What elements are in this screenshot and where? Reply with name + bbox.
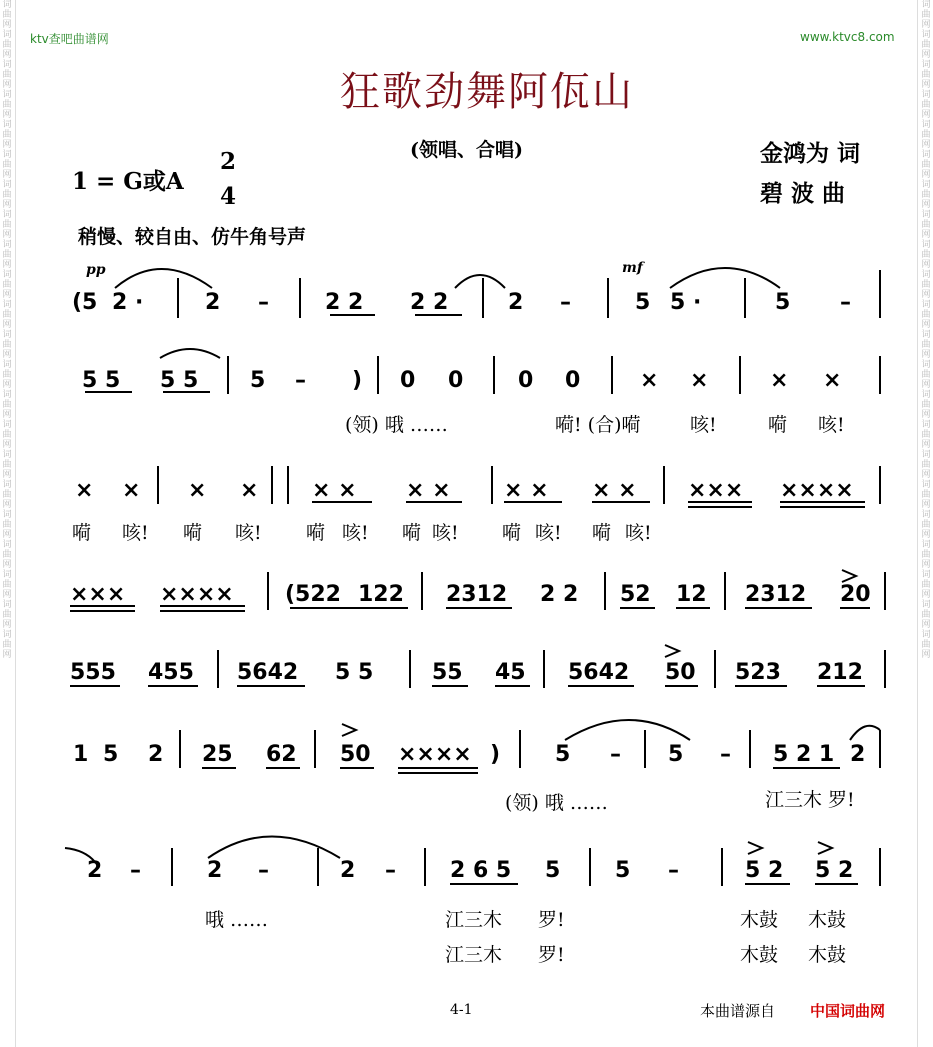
note: 5642: [568, 660, 630, 685]
note: 5: [103, 742, 119, 767]
rest: 0: [400, 368, 416, 393]
note: 5 2: [815, 858, 854, 883]
time-sig-bottom: 4: [220, 183, 237, 210]
lyric: 嗬: [183, 522, 203, 544]
dash: –: [295, 368, 306, 393]
note: 5: [615, 858, 631, 883]
key-signature: 1 = G或A: [72, 168, 184, 195]
note: 5: [668, 742, 684, 767]
source-link[interactable]: 中国词曲网: [810, 1002, 886, 1020]
note: 5: [545, 858, 561, 883]
note: 2: [205, 290, 221, 315]
source-label: 本曲谱源自: [700, 1002, 776, 1020]
beat: ×: [823, 368, 842, 393]
beat: ××××: [398, 742, 472, 767]
note: 2 2: [540, 582, 579, 607]
rest: 0: [565, 368, 581, 393]
note: 5 5: [82, 368, 121, 393]
lyric: 木鼓: [740, 944, 779, 966]
dash: –: [840, 290, 851, 315]
beat: × ×: [592, 478, 637, 503]
beat: ×: [640, 368, 659, 393]
beat: ××××: [780, 478, 854, 503]
performance-note: (领唱、合唱): [410, 139, 523, 161]
lyric: 江三木: [445, 909, 503, 931]
beat: ×: [240, 478, 259, 503]
dash: –: [130, 858, 141, 883]
note: 45: [495, 660, 526, 685]
left-watermark: 词曲网词曲网词曲网词曲网词曲网词曲网词曲网词曲网词曲网词曲网词曲网词曲网词曲网词曲网词曲网词曲网词曲网词曲网词曲网词曲网词曲网词曲网: [2, 0, 12, 660]
note: 212: [817, 660, 863, 685]
composer: 碧 波 曲: [760, 180, 846, 207]
note: 5: [250, 368, 266, 393]
lyric: 江三木 罗!: [765, 789, 855, 811]
note: 2: [850, 742, 866, 767]
lyric: 嗬: [502, 522, 522, 544]
note: 50: [665, 660, 696, 685]
note: 2 6 5: [450, 858, 512, 883]
paren: ): [490, 742, 501, 767]
dynamic-mf: mf: [622, 260, 643, 276]
note: 2: [340, 858, 356, 883]
note: 2 ·: [112, 290, 144, 315]
note: 1: [73, 742, 89, 767]
lyric: 江三木: [445, 944, 503, 966]
note: 5 ·: [670, 290, 702, 315]
lyric: 木鼓: [808, 909, 847, 931]
beat: ×: [75, 478, 94, 503]
beat: × ×: [312, 478, 357, 503]
lyric: 哦 ……: [205, 909, 269, 931]
lyric: (领) 哦 ……: [505, 792, 608, 814]
note: 55: [432, 660, 463, 685]
note: 5: [635, 290, 651, 315]
note: 5642: [237, 660, 299, 685]
lyric: 木鼓: [740, 909, 779, 931]
page-number: 4-1: [450, 1002, 473, 1018]
lyric: 咳!: [235, 522, 262, 544]
dash: –: [720, 742, 731, 767]
note: 2 2: [325, 290, 364, 315]
note: 2: [148, 742, 164, 767]
beat: ×××: [688, 478, 744, 503]
time-sig-top: 2: [220, 148, 237, 175]
lyric: 咳!: [342, 522, 369, 544]
note: 455: [148, 660, 194, 685]
rest: 0: [518, 368, 534, 393]
lyric: 嗬: [592, 522, 612, 544]
note: 25: [202, 742, 233, 767]
note: 2: [87, 858, 103, 883]
lyric: 木鼓: [808, 944, 847, 966]
lyric: 罗!: [538, 944, 565, 966]
note: 122: [358, 582, 404, 607]
lyric: 嗬: [306, 522, 326, 544]
beat: ×××: [70, 582, 126, 607]
lyric: 咳!: [625, 522, 652, 544]
rest: 0: [448, 368, 464, 393]
dash: –: [560, 290, 571, 315]
lyric: 嗬: [72, 522, 92, 544]
lyric: 嗬: [768, 414, 788, 436]
dash: –: [668, 858, 679, 883]
site-name-left[interactable]: ktv查吧曲谱网: [30, 32, 109, 46]
note: 2: [508, 290, 524, 315]
lyric: 咳!: [690, 414, 717, 436]
note: 5 5: [335, 660, 374, 685]
note: 555: [70, 660, 116, 685]
beat: ×: [690, 368, 709, 393]
beat: ×: [122, 478, 141, 503]
dash: –: [258, 290, 269, 315]
lyric: 咳!: [535, 522, 562, 544]
lyric: 咳!: [122, 522, 149, 544]
note: 20: [840, 582, 871, 607]
lyric: (领) 哦 ……: [345, 414, 448, 436]
beat: × ×: [504, 478, 549, 503]
note: 2312: [446, 582, 508, 607]
note: 52: [620, 582, 651, 607]
right-watermark: 词曲网词曲网词曲网词曲网词曲网词曲网词曲网词曲网词曲网词曲网词曲网词曲网词曲网词曲网词曲网词曲网词曲网词曲网词曲网词曲网词曲网词曲网: [921, 0, 931, 660]
beat: × ×: [406, 478, 451, 503]
beat: ×: [188, 478, 207, 503]
note: 2 2: [410, 290, 449, 315]
note: 523: [735, 660, 781, 685]
lyric: 嗬: [402, 522, 422, 544]
dash: –: [258, 858, 269, 883]
note: 2: [207, 858, 223, 883]
tempo-marking: 稍慢、较自由、仿牛角号声: [78, 226, 307, 248]
song-title: 狂歌劲舞阿佤山: [340, 69, 634, 115]
lyricist: 金鸿为 词: [760, 140, 861, 167]
dash: –: [610, 742, 621, 767]
beat: ××××: [160, 582, 234, 607]
lyric: 嗬! (合)嗬: [555, 414, 641, 436]
note: 50: [340, 742, 371, 767]
dash: –: [385, 858, 396, 883]
paren: ): [352, 368, 363, 393]
note: 5 5: [160, 368, 199, 393]
beat: ×: [770, 368, 789, 393]
note: 5: [555, 742, 571, 767]
note: 12: [676, 582, 707, 607]
lyric: 罗!: [538, 909, 565, 931]
note: 5 2: [745, 858, 784, 883]
site-url-right[interactable]: www.ktvc8.com: [800, 30, 895, 44]
note: 62: [266, 742, 297, 767]
note: 2312: [745, 582, 807, 607]
note: 5 2 1: [773, 742, 835, 767]
note: (522: [285, 582, 341, 607]
lyric: 咳!: [432, 522, 459, 544]
lyric: 咳!: [818, 414, 845, 436]
dynamic-pp: pp: [86, 262, 106, 278]
note: (5: [72, 290, 98, 315]
note: 5: [775, 290, 791, 315]
